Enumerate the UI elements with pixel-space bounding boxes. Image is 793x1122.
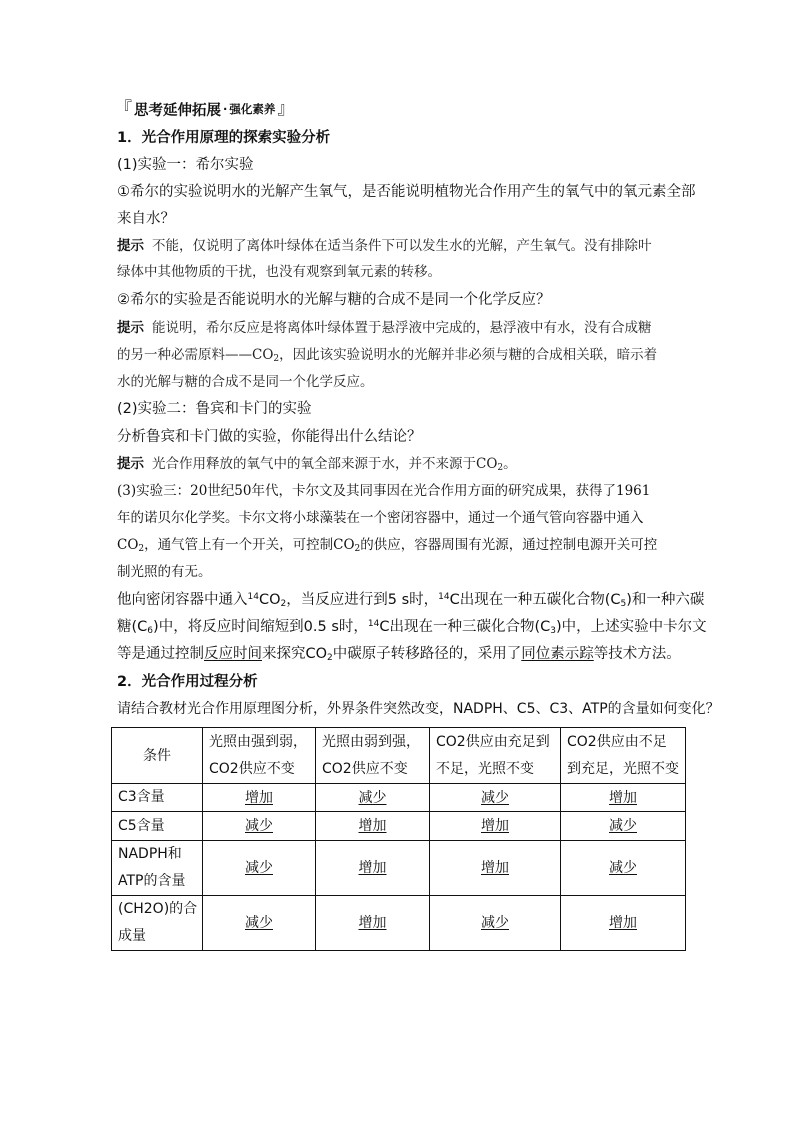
- table-cell: 增加: [561, 784, 686, 812]
- paragraph-line-1: 他向密闭容器中通入$^{14}CO_2$，当反应进行到5 s时，$^{14}$C出现在一种五碳化合物$(C_5)$和一种六碳: [117, 592, 705, 609]
- header-condition: 条件: [112, 728, 203, 784]
- experiment-3-line-4: 制光照的有无。: [117, 564, 212, 580]
- answer-3: 提示 光合作用释放的氧气中的氧全部来源于水，并不来源于$CO_2$。: [117, 456, 517, 473]
- table-cell: 增加: [316, 812, 430, 841]
- experiment-3-line-1: (3)实验三：20世纪50年代，卡尔文及其同事因在光合作用方面的研究成果，获得了1961: [117, 483, 651, 499]
- content-table: [111, 727, 686, 951]
- table-cell: 增加: [430, 841, 561, 896]
- answer-2-line-1: 提示 能说明，希尔反应是将离体叶绿体置于悬浮液中完成的，悬浮液中有水，没有合成糖: [117, 320, 652, 336]
- row-label: NADPH和 ATP的含量: [112, 841, 203, 896]
- table-cell: 减少: [430, 896, 561, 951]
- open-bracket-icon: 『: [115, 99, 132, 119]
- answer-reaction-time: 反应时间: [204, 646, 262, 662]
- header-col-4: CO2供应由不足 到充足，光照不变: [561, 728, 686, 784]
- table-cell: 增加: [316, 896, 430, 951]
- header-col-3: CO2供应由充足到 不足，光照不变: [430, 728, 561, 784]
- question-table: 请结合教材光合作用原理图分析，外界条件突然改变，NADPH、C5、C3、ATP的含量如何变化？: [117, 701, 720, 717]
- answer-2-line-2: 的另一种必需原料$——CO_2$，因此该实验说明水的光解并非必须与糖的合成相关联，暗示着: [117, 347, 658, 364]
- answer-isotope-tracing: 同位素示踪: [521, 646, 594, 662]
- table-cell: 减少: [203, 812, 316, 841]
- table-row: [112, 812, 686, 841]
- row-label: (CH2O)的合 成量: [112, 896, 203, 951]
- answer-1-line-1: 提示 不能，仅说明了离体叶绿体在适当条件下可以发生水的光解，产生氧气。没有排除叶: [117, 238, 652, 254]
- table-cell: 减少: [430, 784, 561, 812]
- table-cell: 增加: [561, 896, 686, 951]
- heading-1: 1．光合作用原理的探索实验分析: [117, 130, 331, 146]
- experiment-3-line-3: $CO_2$，通气管上有一个开关，可控制$CO_2$的供应，容器周围有光源，通过控制电源开关可控: [117, 537, 658, 554]
- row-label: C3含量: [112, 784, 203, 812]
- table-header-row: [112, 728, 686, 784]
- table-row: [112, 841, 686, 896]
- question-2: ②希尔的实验是否能说明水的光解与糖的合成不是同一个化学反应？: [117, 292, 551, 308]
- experiment-1-title: (1)实验一：希尔实验: [117, 157, 254, 173]
- table-cell: 减少: [203, 896, 316, 951]
- experiment-3-line-2: 年的诺贝尔化学奖。卡尔文将小球藻装在一个密闭容器中，通过一个通气管向容器中通入: [117, 510, 644, 526]
- header-col-1: 光照由强到弱， CO2供应不变: [203, 728, 316, 784]
- paragraph-line-2: 糖$(C_6)$中，将反应时间缩短到0.5 s时，$^{14}$C出现在一种三碳化合物$(C_3)$中，上述实验中卡尔文: [117, 619, 707, 636]
- experiment-2-title: (2)实验二：鲁宾和卡门的实验: [117, 401, 312, 417]
- table-cell: 增加: [316, 841, 430, 896]
- hint-label: 提示: [117, 320, 144, 336]
- table-cell: 增加: [430, 812, 561, 841]
- hint-label: 提示: [117, 238, 144, 254]
- section-title: 思考延伸拓展: [134, 102, 221, 119]
- table-cell: 减少: [203, 841, 316, 896]
- section-subtitle: 强化素养: [229, 102, 276, 116]
- section-header: [115, 98, 294, 120]
- question-3: 分析鲁宾和卡门做的实验，你能得出什么结论？: [117, 429, 422, 445]
- table-row: [112, 784, 686, 812]
- table-cell: 减少: [316, 784, 430, 812]
- answer-2-line-3: 水的光解与糖的合成不是同一个化学反应。: [117, 374, 374, 390]
- answer-1-line-2: 绿体中其他物质的干扰，也没有观察到氧元素的转移。: [117, 264, 441, 280]
- hint-label: 提示: [117, 456, 144, 472]
- table-cell: 减少: [561, 841, 686, 896]
- table-cell: 增加: [203, 784, 316, 812]
- question-1-line-2: 来自水？: [117, 211, 175, 227]
- close-bracket-icon: 』: [277, 99, 295, 119]
- row-label: C5含量: [112, 812, 203, 841]
- heading-2: 2．光合作用过程分析: [117, 674, 258, 690]
- table-cell: 减少: [561, 812, 686, 841]
- table-row: [112, 896, 686, 951]
- section-dot: ·: [223, 102, 228, 116]
- paragraph-line-3: 等是通过控制反应时间来探究$CO_2$中碳原子转移路径的，采用了同位素示踪等技术方法。: [117, 646, 681, 663]
- question-1-line-1: ①希尔的实验说明水的光解产生氧气，是否能说明植物光合作用产生的氧气中的氧元素全部: [117, 184, 696, 200]
- header-col-2: 光照由弱到强， CO2供应不变: [316, 728, 430, 784]
